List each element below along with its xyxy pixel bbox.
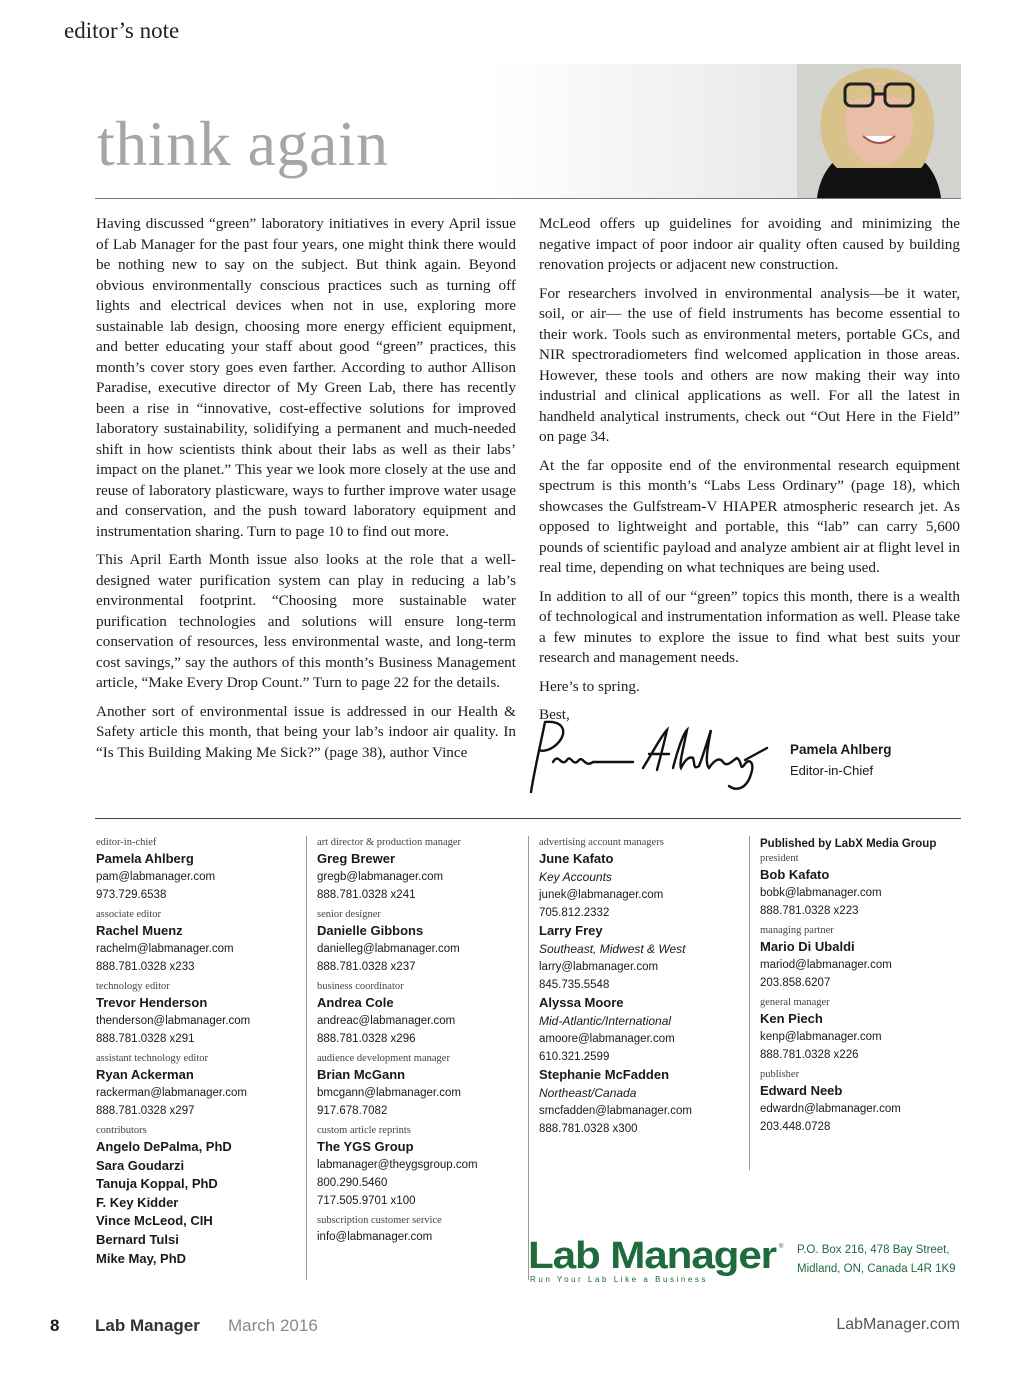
role-label: general manager bbox=[760, 997, 830, 1008]
region-label: Southeast, Midwest & West bbox=[539, 942, 686, 956]
editor-photo bbox=[797, 64, 961, 198]
email[interactable]: andreac@labmanager.com bbox=[317, 1015, 456, 1027]
person-name: Pamela Ahlberg bbox=[96, 851, 194, 866]
email[interactable]: mariod@labmanager.com bbox=[760, 959, 892, 971]
email[interactable]: bmcgann@labmanager.com bbox=[317, 1087, 462, 1099]
role-label: associate editor bbox=[96, 909, 162, 920]
contributor-name: Mike May, PhD bbox=[96, 1250, 187, 1266]
person-name: Trevor Henderson bbox=[96, 995, 208, 1010]
portrait-image bbox=[797, 64, 961, 198]
role-label: custom article reprints bbox=[317, 1125, 411, 1136]
phone: 203.448.0728 bbox=[760, 1121, 831, 1133]
phone: 888.781.0328 x223 bbox=[760, 905, 859, 917]
role-label: senior designer bbox=[317, 909, 381, 920]
phone: 888.781.0328 x296 bbox=[317, 1033, 416, 1045]
person-name: Greg Brewer bbox=[317, 851, 396, 866]
email[interactable]: kenp@labmanager.com bbox=[760, 1031, 882, 1043]
person-name: Rachel Muenz bbox=[96, 923, 183, 938]
region-label: Northeast/Canada bbox=[539, 1086, 637, 1100]
paragraph: Here’s to spring. bbox=[539, 677, 640, 695]
phone: 973.729.6538 bbox=[96, 889, 167, 901]
role-label: advertising account managers bbox=[539, 837, 664, 848]
phone: 717.505.9701 x100 bbox=[317, 1195, 416, 1207]
paragraph: Having discussed “green” laboratory initiatives in every April issue of Lab Manager for the past four years, one might think there would be nothing new to say on the subject. But think again. Beyond obvious environmentally conscious practices such as turning off lights and electrical devices when not in use, exploring more sustainable lab design, choosing more energy efficient equipment, and better educating your staff about good “green” practices, this month’s cover story goes even farther. According to author Allison Paradise, executive director of My Green Lab, there has recently been a rise in “innovative, cost-effective solutions for improved laboratory sustainability, solidifying a permanent and much-needed shift in how scientists think about their labs as well as their labs’ impact on the planet.” This year we look more closely at the use and reuse of laboratory plasticware, ways to further improve water usage and conservation, and the push toward laboratory equipment and instrumentation sharing. Turn to page 10 to find out more. bbox=[96, 215, 516, 540]
contributor-name: Sara Goudarzi bbox=[96, 1157, 185, 1173]
email[interactable]: info@labmanager.com bbox=[317, 1231, 433, 1243]
email[interactable]: rackerman@labmanager.com bbox=[96, 1087, 248, 1099]
phone: 888.781.0328 x300 bbox=[539, 1123, 638, 1135]
signature-image bbox=[523, 712, 783, 802]
role-label: subscription customer service bbox=[317, 1215, 442, 1226]
column-divider bbox=[749, 836, 750, 1170]
region-label: Key Accounts bbox=[539, 870, 612, 884]
contributor-name: Angelo DePalma, PhD bbox=[96, 1139, 232, 1154]
phone: 917.678.7082 bbox=[317, 1105, 388, 1117]
phone: 705.812.2332 bbox=[539, 907, 610, 919]
logo-tagline: Run Your Lab Like a Business bbox=[530, 1275, 708, 1284]
phone: 888.781.0328 x297 bbox=[96, 1105, 195, 1117]
phone: 610.321.2599 bbox=[539, 1051, 610, 1063]
paragraph: This April Earth Month issue also looks at the role that a well-designed water purification system can play in reducing a lab’s environmental footprint. “Choosing more sustainable water purification technologies and solutions will ensure long-term conservation of resources, less environmental waste, and long-term cost savings,” say the authors of this month’s Business Management article, “Make Every Drop Count.” Turn to page 22 for the details. bbox=[96, 551, 516, 691]
person-name: Ken Piech bbox=[760, 1011, 823, 1026]
person-name: Edward Neeb bbox=[760, 1083, 843, 1098]
phone: 888.781.0328 x233 bbox=[96, 961, 195, 973]
role-label: publisher bbox=[760, 1069, 800, 1080]
footer-website-link[interactable]: LabManager.com bbox=[836, 1316, 960, 1333]
article-column-1 bbox=[96, 214, 516, 771]
role-label: assistant technology editor bbox=[96, 1053, 208, 1064]
handwritten-signature bbox=[523, 712, 963, 802]
role-label: president bbox=[760, 853, 799, 864]
email[interactable]: larry@labmanager.com bbox=[539, 961, 659, 973]
phone: 888.781.0328 x291 bbox=[96, 1033, 195, 1045]
person-name: Andrea Cole bbox=[317, 995, 394, 1010]
role-label: audience development manager bbox=[317, 1053, 450, 1064]
paragraph: Best, bbox=[539, 706, 570, 723]
masthead-column-2 bbox=[317, 836, 522, 1246]
paragraph: McLeod offers up guidelines for avoiding and minimizing the negative impact of poor indoor air quality often caused by building renovation projects or adjacent new construction. bbox=[539, 215, 960, 273]
section-label: editor’s note bbox=[64, 18, 180, 43]
email[interactable]: labmanager@theygsgroup.com bbox=[317, 1159, 478, 1171]
mailing-address bbox=[797, 1241, 956, 1279]
logo-wordmark: Lab Manager bbox=[528, 1235, 778, 1277]
phone: 888.781.0328 x237 bbox=[317, 961, 416, 973]
divider bbox=[95, 818, 961, 819]
paragraph: For researchers involved in environmental analysis—be it water, soil, or air— the use of field instruments has become essential to their work. Tools such as environmental meters, portable GCs, and NIR spectroradiometers find welcomed application in those areas. However, these tools and others are now making their way into industrial and clinical applications as well. For all the latest in handheld analytical instruments, check out “Out Here in the Field” on page 34. bbox=[539, 284, 960, 445]
person-name: Ryan Ackerman bbox=[96, 1067, 194, 1082]
signature-name: Pamela Ahlberg bbox=[790, 742, 892, 757]
role-label: technology editor bbox=[96, 981, 170, 992]
email[interactable]: thenderson@labmanager.com bbox=[96, 1015, 251, 1027]
phone: 888.781.0328 x226 bbox=[760, 1049, 859, 1061]
masthead-column-4 bbox=[760, 836, 960, 1136]
role-label: art director & production manager bbox=[317, 837, 462, 848]
paragraph: Another sort of environmental issue is addressed in our Health & Safety article this month, that being your lab’s indoor air quality. In “Is This Building Making Me Sick?” (page 38), author Vince bbox=[96, 702, 516, 761]
contributor-name: Bernard Tulsi bbox=[96, 1231, 179, 1247]
region-label: Mid-Atlantic/International bbox=[539, 1014, 672, 1028]
signature-title: Editor-in-Chief bbox=[790, 763, 874, 778]
address-line: Midland, ON, Canada L4R 1K9 bbox=[797, 1263, 956, 1275]
lab-manager-logo bbox=[528, 1232, 788, 1284]
person-name: June Kafato bbox=[539, 851, 614, 866]
role-label: contributors bbox=[96, 1125, 147, 1136]
publisher-line: Published by LabX Media Group bbox=[760, 838, 937, 850]
role-label: business coordinator bbox=[317, 981, 404, 992]
company-name: The YGS Group bbox=[317, 1139, 414, 1154]
phone: 845.735.5548 bbox=[539, 979, 610, 991]
person-name: Brian McGann bbox=[317, 1067, 406, 1082]
role-label: editor-in-chief bbox=[96, 837, 157, 848]
role-label: managing partner bbox=[760, 925, 834, 936]
contributor-name: F. Key Kidder bbox=[96, 1194, 179, 1210]
address-line: P.O. Box 216, 478 Bay Street, bbox=[797, 1244, 950, 1256]
headline: think again bbox=[97, 108, 389, 179]
article-column-2 bbox=[539, 214, 960, 734]
phone: 203.858.6207 bbox=[760, 977, 831, 989]
footer-magazine-name: Lab Manager bbox=[95, 1316, 200, 1335]
person-name: Alyssa Moore bbox=[539, 995, 624, 1010]
contributor-name: Tanuja Koppal, PhD bbox=[96, 1176, 218, 1192]
person-name: Mario Di Ubaldi bbox=[760, 939, 855, 954]
phone: 800.290.5460 bbox=[317, 1177, 388, 1189]
paragraph: At the far opposite end of the environmental research equipment spectrum is this month’s “Labs Less Ordinary” (page 18), which showcases the Gulfstream-V HIAPER atmospheric research jet. As opposed to lightweight and portable, this “lab” can carry 5,600 pounds of scientific payload and analyze ambient air at flight level in real time, depending on what techniques are being used. bbox=[539, 456, 960, 576]
footer-issue-date: March 2016 bbox=[228, 1316, 318, 1335]
column-divider bbox=[528, 836, 529, 1280]
contributor-name: Vince McLeod, CIH bbox=[96, 1213, 213, 1229]
person-name: Stephanie McFadden bbox=[539, 1067, 670, 1082]
email[interactable]: smcfadden@labmanager.com bbox=[539, 1105, 692, 1117]
email[interactable]: danielleg@labmanager.com bbox=[317, 943, 460, 955]
masthead-column-1 bbox=[96, 836, 296, 1268]
email[interactable]: junek@labmanager.com bbox=[539, 889, 664, 901]
email[interactable]: bobk@labmanager.com bbox=[760, 887, 882, 899]
page-number: 8 bbox=[50, 1316, 60, 1335]
person-name: Danielle Gibbons bbox=[317, 923, 424, 938]
email[interactable]: gregb@labmanager.com bbox=[317, 871, 444, 883]
email[interactable]: amoore@labmanager.com bbox=[539, 1033, 675, 1045]
paragraph: In addition to all of our “green” topics this month, there is a wealth of technological and instrumentation information as well. Please take a few minutes to explore the issue to find what best suits your research and management needs. bbox=[539, 587, 960, 666]
column-divider bbox=[306, 836, 307, 1280]
person-name: Larry Frey bbox=[539, 923, 603, 938]
email[interactable]: edwardn@labmanager.com bbox=[760, 1103, 901, 1115]
email[interactable]: pam@labmanager.com bbox=[96, 871, 216, 883]
masthead-column-3 bbox=[539, 836, 739, 1138]
person-name: Bob Kafato bbox=[760, 867, 830, 882]
registered-mark: ® bbox=[779, 1244, 784, 1250]
phone: 888.781.0328 x241 bbox=[317, 889, 416, 901]
email[interactable]: rachelm@labmanager.com bbox=[96, 943, 234, 955]
